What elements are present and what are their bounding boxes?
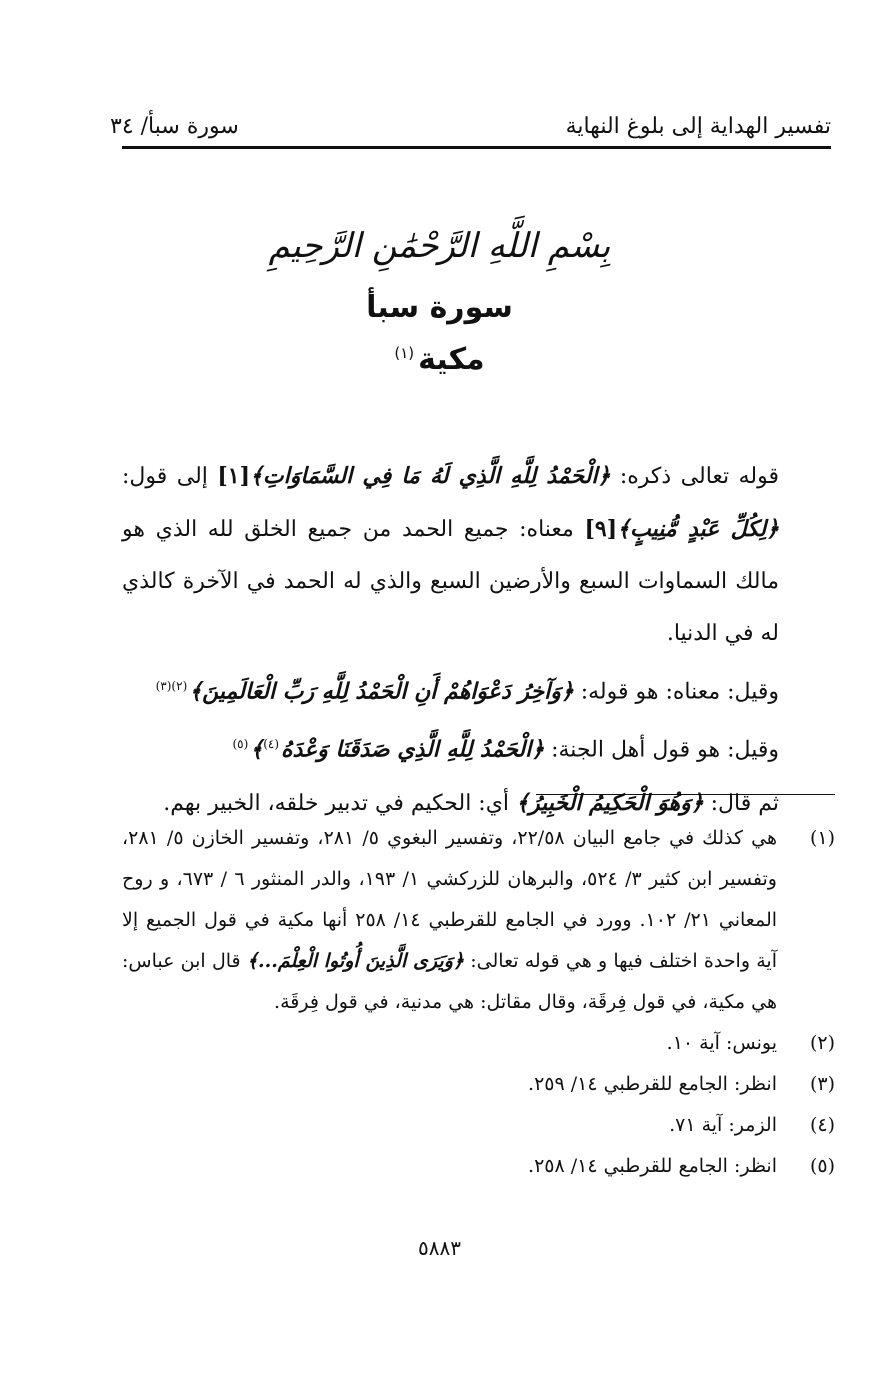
quran-verse: ﴿لِكُلِّ عَبْدٍ مُّنِيبٍ﴾ [617, 516, 780, 542]
footnote-text: انظر: الجامع للقرطبي ١٤/ ٢٥٨. [528, 1155, 777, 1177]
footnote-text-part: قال ابن عباس: هي مكية، في قول فِرقَة، وقال مقاتل: هي مدنية، في قول فِرقَة. [122, 950, 777, 1013]
quran-verse: ﴿وَآخِرُ دَعْوَاهُمْ أَنِ الْحَمْدُ لِلَّهِ رَبِّ الْعَالَمِينَ﴾ [189, 678, 574, 705]
book-title: تفسير الهداية إلى بلوغ النهاية [565, 113, 831, 139]
paragraph-text: وقيل: هو قول أهل الجنة: [544, 737, 779, 763]
quran-verse: ﴿وَيَرَى الَّذِينَ أُوتُوا الْعِلْمَ...﴾ [246, 950, 465, 972]
footnote-text [122, 818, 777, 1023]
footnote-item [122, 1064, 835, 1105]
paragraph-text: ثم قال: [703, 790, 779, 816]
page-number: ٥٨٨٣ [418, 1236, 461, 1260]
quran-verse: ﴿الْحَمْدُ لِلَّهِ الَّذِي صَدَقَنَا وَعْدَهُ [281, 736, 545, 763]
footnote-number: (٣) [809, 1073, 835, 1095]
paragraph-text: أي: الحكيم في تدبير خلقه، الخبير بهم. [163, 790, 517, 816]
basmala: بِسْمِ اللَّهِ الرَّحْمَٰنِ الرَّحِيمِ [268, 226, 611, 266]
verse-number: [٩] [584, 516, 618, 542]
running-header [110, 100, 831, 140]
paragraph-text: وقيل: معناه: هو قوله: [573, 679, 779, 705]
footnote-item [122, 1105, 835, 1146]
quran-verse: ﴿الْحَمْدُ لِلَّهِ الَّذِي لَهُ مَا فِي السَّمَاوَاتِ﴾ [250, 463, 611, 489]
surah-reference: سورة سبأ/ ٣٤ [110, 113, 239, 139]
footnote-rule [536, 794, 835, 795]
footnote-text-part: هي كذلك في جامع البيان ٢٢/٥٨، وتفسير البغوي ٥/ ٢٨١، وتفسير الخازن ٥/ ٢٨١، وتفسير ابن كثير ٣/ ٥٢٤، والبرهان للزركشي ١/ ١٩٣، والدر المنثور ٦ / ٦٧٣، و روح المعاني ٢١/ ١٠٢. وورد في الجامع للقرطبي ١٤/ ٢٥٨ أنها مكية في قول الجميع إلا آية واحدة اختلف فيها و هي قوله تعالى: [122, 827, 778, 972]
surah-type-label: مكية [418, 342, 485, 377]
footnote-item [122, 1146, 835, 1187]
paragraph-text: قوله تعالى ذكره: [610, 464, 779, 489]
footnote-text: انظر: الجامع للقرطبي ١٤/ ٢٥٩. [528, 1073, 777, 1095]
header-rule [122, 146, 831, 149]
quran-verse: ﴿وَهُوَ الْحَكِيمُ الْخَبِيرُ﴾ [516, 789, 704, 816]
paragraph-2 [122, 660, 835, 718]
paragraph-text: إلى قول: [122, 464, 218, 489]
footnote-marker: (١) [394, 344, 415, 362]
footnote-number: (٢) [809, 1032, 835, 1054]
paragraph-text: معناه: جميع الحمد من جميع الخلق لله الذي هو مالك السماوات السبع والأرضين السبع والذي له الحمد في الآخرة كالذي له في الدنيا. [122, 517, 779, 646]
paragraph-3 [122, 718, 835, 776]
footnotes [122, 818, 835, 1187]
paragraph-1 [122, 450, 835, 660]
footnote-text: يونس: آية ١٠. [666, 1032, 777, 1054]
verse-number: [١] [217, 463, 251, 489]
commentary-body [122, 450, 835, 830]
surah-type [0, 342, 879, 377]
footnote-marker: (٤) [263, 737, 280, 752]
footnote-number: (١) [809, 827, 835, 849]
footnote-number: (٤) [809, 1114, 835, 1136]
verse-bracket: ﴾ [250, 736, 264, 763]
surah-title: سورة سبأ [366, 290, 513, 325]
footnote-marker: (٥) [232, 737, 249, 752]
footnote-item [122, 818, 835, 1023]
footnote-item [122, 1023, 835, 1064]
footnote-text: الزمر: آية ٧١. [669, 1114, 777, 1136]
footnote-number: (٥) [809, 1155, 835, 1177]
footnote-marker: (٢)(٣) [155, 679, 188, 693]
